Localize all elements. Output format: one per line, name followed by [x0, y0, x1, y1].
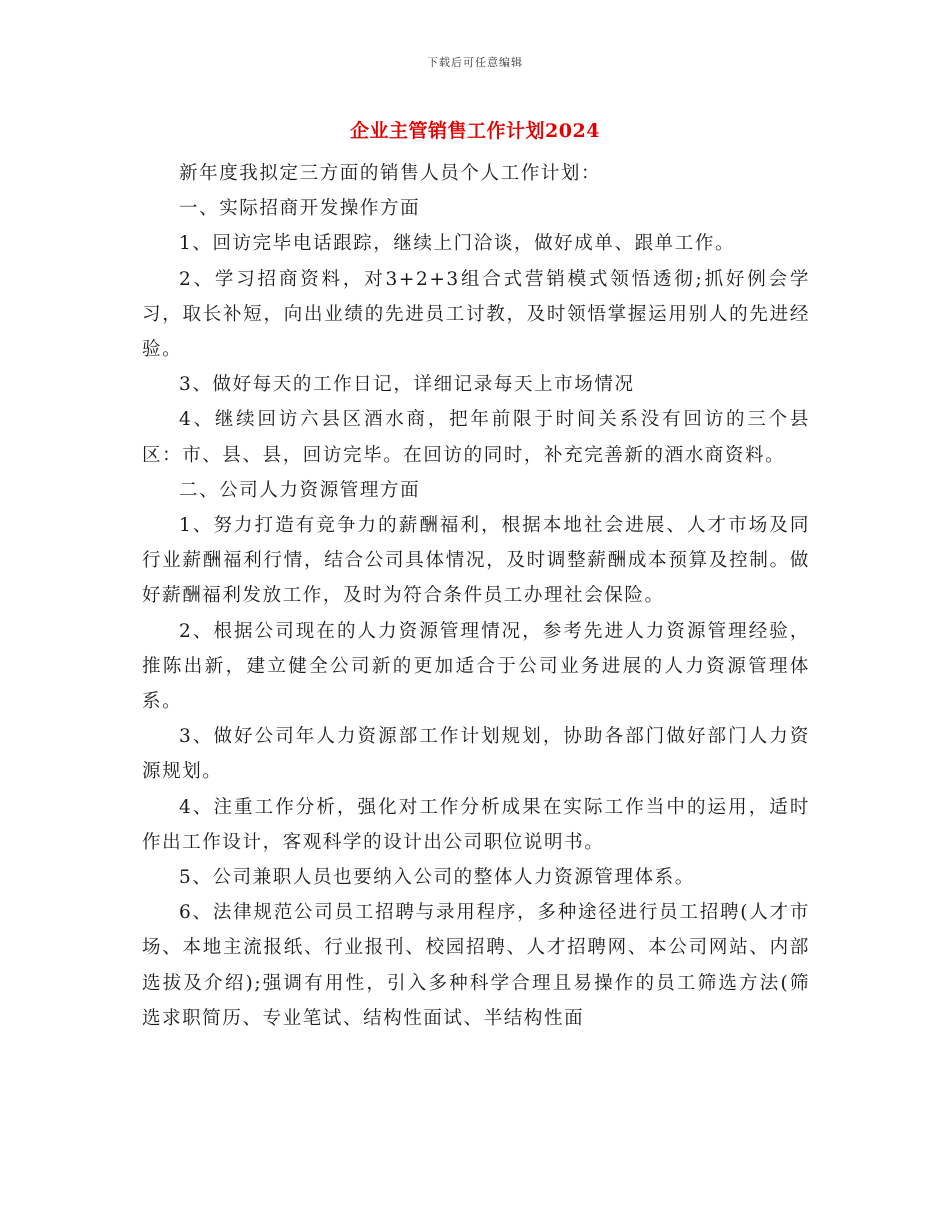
paragraph: 2、根据公司现在的人力资源管理情况，参考先进人力资源管理经验，推陈出新，建立健全公司新的更加适合于公司业务进展的人力资源管理体系。	[142, 620, 810, 713]
paragraph: 1、努力打造有竞争力的薪酬福利，根据本地社会进展、人才市场及同行业薪酬福利行情，结合公司具体情况，及时调整薪酬成本预算及控制。做好薪酬福利发放工作，及时为符合条件员工办理社会保险。	[142, 515, 810, 607]
paragraph: 2、学习招商资料，对3+2+3组合式营销模式领悟透彻;抓好例会学习，取长补短，向出业绩的先进员工讨教，及时领悟掌握运用别人的先进经验。	[142, 268, 810, 361]
paragraph: 1、回访完毕电话跟踪，继续上门洽谈，做好成单、跟单工作。	[179, 233, 736, 255]
document-title: 企业主管销售工作计划2024	[350, 120, 600, 142]
paragraph: 5、公司兼职人员也要纳入公司的整体人力资源管理体系。	[179, 867, 695, 889]
paragraph: 3、做好公司年人力资源部工作计划规划，协助各部门做好部门人力资源规划。	[142, 726, 810, 783]
paragraph: 6、法律规范公司员工招聘与录用程序，多种途径进行员工招聘(人才市场、本地主流报纸、行业报刊、校园招聘、人才招聘网、本公司网站、内部选拔及介绍);强调有用性，引入多种科学合理且易操作的员工筛选方法(筛选求职简历、专业笔试、结构性面试、半结构性面	[142, 902, 810, 1029]
paragraph: 3、做好每天的工作日记，详细记录每天上市场情况	[179, 374, 635, 396]
header-note: 下载后可任意编辑	[427, 56, 523, 69]
section-heading: 一、实际招商开发操作方面	[179, 198, 421, 220]
paragraph: 4、注重工作分析，强化对工作分析成果在实际工作当中的运用，适时作出工作设计，客观科学的设计出公司职位说明书。	[142, 796, 810, 853]
section-heading: 二、公司人力资源管理方面	[179, 479, 421, 501]
paragraph: 新年度我拟定三方面的销售人员个人工作计划：	[179, 163, 602, 184]
document-body	[142, 156, 810, 1036]
paragraph: 4、继续回访六县区酒水商，把年前限于时间关系没有回访的三个县区：市、县、县，回访完毕。在回访的同时，补充完善新的酒水商资料。	[142, 409, 810, 466]
